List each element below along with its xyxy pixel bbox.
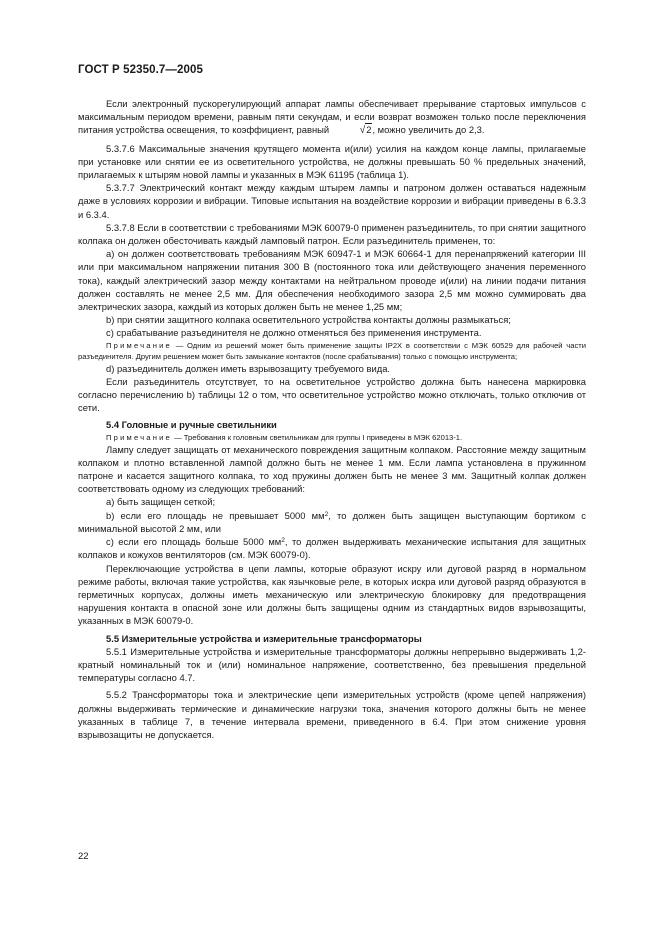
sqrt-formula: [332, 123, 373, 137]
list-item-b-text-after: , то должен быть защищен выступающим бортиком с минимальной высотой 2 мм, или: [78, 509, 586, 534]
clause-5-3-7-8: 5.3.7.8 Если в соответствии с требованиями МЭК 60079-0 применен разъединитель, то при снятии защитного колпака он должен обесточивать каждый ламповый патрон. Если разъединитель применен, то:: [78, 221, 586, 247]
list-item-c: c) срабатывание разъединителя не должно отменяться без применения инструмента.: [106, 327, 482, 339]
clause-5-5-1: 5.5.1 Измерительные устройства и измерительные трансформаторы должны непрерывно выдерживать 1,2-кратный номинальный ток и (или) номинальное напряжение, соответственно, без превышения предельной температуры согласно 4.7.: [78, 645, 586, 684]
paragraph-ballast: [78, 97, 586, 138]
paragraph-switching-devices: Переключающие устройства в цепи лампы, которые образуют искру или дуговой разряд в нормальном режиме работы, включая такие устройства, как язычковые реле, в которых искра или дуговой разряд образуются в герметичных корпусах, должны иметь механическую или электрическую блокировку для предотвращения нарушения контакта в опасной зоне или должны быть защищены одним из стандартных видов взрывозащиты, указанных в МЭК 60079-0.: [78, 562, 586, 627]
list-item-d: d) разъединитель должен иметь взрывозащиту требуемого вида.: [106, 362, 391, 374]
note-label: Примечание: [106, 340, 172, 350]
clause-5-3-7-6: 5.3.7.6 Максимальные значения крутящего момента и(или) усилия на каждом конце лампы, прилагаемые при установке или снятии ее из осветительного устройства, не должны превышать 50 % предельных значений, прилагаемых к штырям новой лампы и указанных в МЭК 61195 (таблица 1).: [78, 142, 586, 181]
list-item-c-text-before: c) если его площадь больше 5000 мм: [106, 536, 282, 548]
note-head-lamps: [78, 432, 586, 443]
superscript: 2: [281, 537, 285, 545]
list-item-a: a) быть защищен сеткой;: [106, 496, 216, 508]
list-item-b: b) при снятии защитного колпака осветительного устройства контакты должны размыкаться;: [106, 314, 511, 326]
page-number: 22: [78, 851, 89, 862]
section-heading-5-5: 5.5 Измерительные устройства и измерительные трансформаторы: [106, 632, 422, 644]
list-item-b-text-before: b) если его площадь не превышает 5000 мм: [106, 509, 325, 521]
clause-5-3-7-7: 5.3.7.7 Электрический контакт между каждым штырем лампы и патроном должен оставаться надежным даже в условиях коррозии и вибрации. Типовые испытания на воздействие коррозии и вибрации приведены в 6.3.3 и 6.3.4.: [78, 182, 586, 220]
note-disconnector: [78, 340, 586, 362]
paragraph-ballast-text-before: Если электронный пускорегулирующий аппарат лампы обеспечивает прерывание стартовых импульсов с максимальным периодом времени, равным пяти секундам, и если возврат возможен только после переключения питания устройства освещения, то коэффициент, равный: [78, 98, 586, 136]
sqrt-sign: √: [359, 125, 366, 137]
clause-5-5-2: 5.5.2 Трансформаторы тока и электрические цепи измерительных устройств (кроме цепей напряжения) должны выдерживать термические и динамические нагрузки тока, значения которого должны быть не менее указанных в таблице 7, в течение интервала времени, приведенного в 6.4. При этом снижение уровня взрывозащиты не допускается.: [78, 689, 586, 740]
note-label: Примечание: [106, 432, 172, 442]
paragraph-lamp-protection: Лампу следует защищать от механического повреждения защитным колпаком. Расстояние между защитным колпаком и плотно вставленной лампой должно быть не менее 1 мм. Если лампа установлена в пружинном патроне и касается защитного колпака, то ход пружины должен быть не менее 3 мм. Защитный колпак должен соответствовать одному из следующих требований:: [78, 443, 586, 495]
list-item-b: [78, 509, 586, 535]
list-item-c: [78, 535, 586, 561]
superscript: 2: [324, 510, 329, 518]
section-heading-5-4: 5.4 Головные и ручные светильники: [106, 419, 277, 431]
note-text: — Одним из решений может быть применение защиты IP2X в соответствии с МЭК 60529 для рабочей части разъединителя. Другим решением может быть замыкание контактов (после срабатывания) только с помощью инструмента;: [78, 340, 586, 361]
document-header: ГОСТ Р 52350.7—2005: [78, 64, 203, 76]
list-item-a: a) он должен соответствовать требованиям МЭК 60947-1 и МЭК 60664-1 для перенапряжений категории III или при максимальном напряжении питания 300 В (постоянного тока или действующего значения переменного тока), каждый электрический зазор между контактами на нейтральном проводе и(или) на линии подачи питания должен составлять не менее 2,5 мм. Для обеспечения необходимого зазора 2,5 мм можно суммировать два электрических зазора, каждый из которых должен быть не менее 1,25 мм;: [78, 248, 586, 313]
page-body: [78, 97, 586, 741]
note-text: — Требования к головным светильникам для группы I приведены в МЭК 62013-1.: [171, 432, 463, 442]
list-item-c-text-after: , то должен выдерживать механические испытания для защитных колпаков и кожухов вентиляторов (см. МЭК 60079-0).: [78, 536, 586, 561]
paragraph-no-disconnector: Если разъединитель отсутствует, то на осветительное устройство должна быть нанесена маркировка согласно перечислению b) таблицы 12 о том, что осветительное устройство можно отключать, только отключив от сети.: [78, 375, 586, 414]
sqrt-argument: 2: [366, 124, 372, 136]
paragraph-ballast-text-after: , можно увеличить до 2,3.: [372, 124, 485, 136]
